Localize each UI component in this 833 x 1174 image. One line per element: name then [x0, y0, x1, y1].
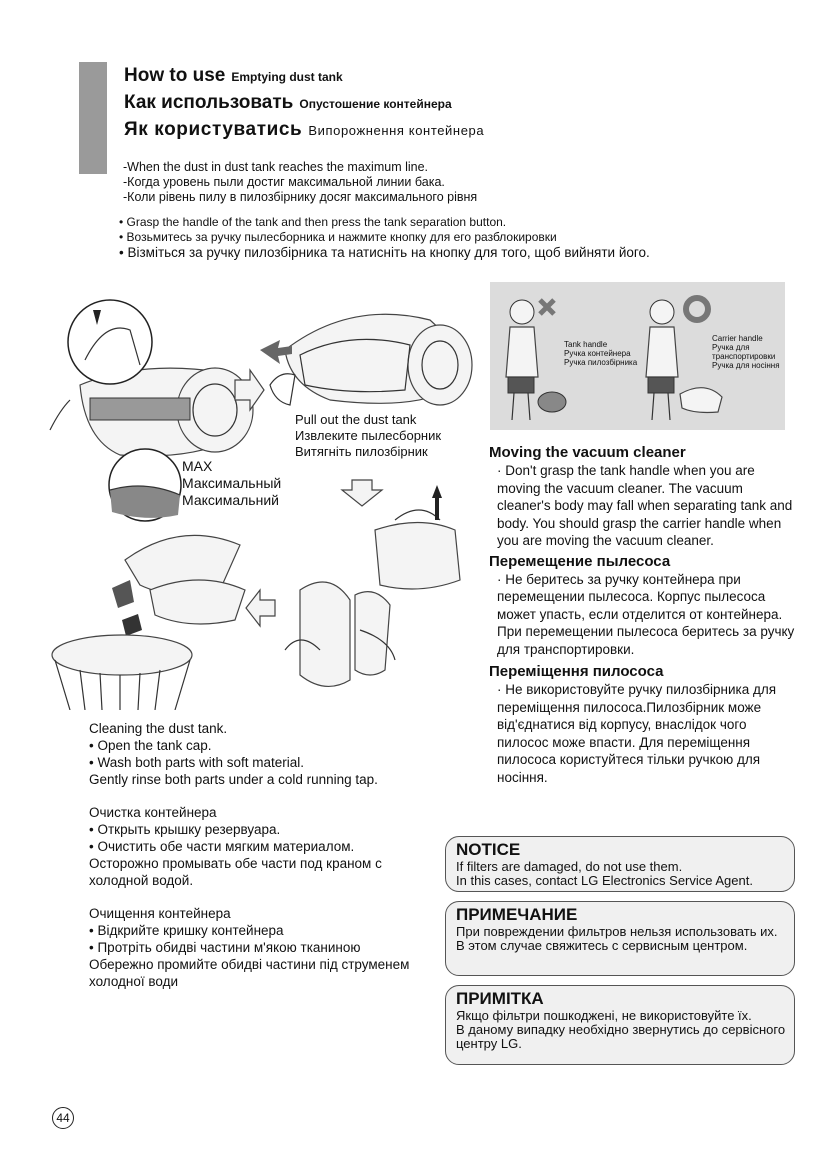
cleaning-ru: Очистка контейнера • Открыть крышку резервуара. • Очистить обе части мягким материалом. Осторожно промывать обе части под краном с холодной водой. — [89, 805, 382, 888]
cleaning-en: Cleaning the dust tank. • Open the tank cap. • Wash both parts with soft material. Gently rinse both parts under a cold running tap. — [89, 721, 378, 787]
step-ru: • Возьмитесь за ручку пылесборника и нажмите кнопку для его разблокировки — [119, 230, 557, 244]
header-side-bar — [79, 62, 107, 174]
moving-section — [489, 443, 799, 786]
page-number: 44 — [52, 1107, 74, 1129]
tank-handle-illustration — [375, 485, 460, 589]
handle-comparison-panel — [490, 282, 785, 430]
tank-handle-label: Tank handle Ручка контейнера Ручка пилозбірника — [564, 340, 638, 367]
moving-text-ru: · Не беритесь за ручку контейнера при перемещении пылесоса. Корпус пылесоса может упасть, если отделится от контейнера. При перемещении пылесоса беритесь за ручку для транспортировки. — [497, 571, 795, 657]
intro-text — [123, 160, 477, 205]
notice-box-en: NOTICE If filters are damaged, do not use them. In this cases, contact LG Electronics Service Agent. — [445, 836, 795, 892]
vacuum-body-illustration — [50, 368, 253, 456]
washing-tank-illustration — [285, 582, 395, 686]
moving-title-uk: Переміщення пилососа — [489, 663, 664, 680]
moving-text-uk: · Не використовуйте ручку пилозбірника для переміщення пилососа.Пилозбірник може від'єднатися від корпусу, внаслідок чого пилосос може впасти. Для переміщення пилососа користуйтеся тільки ручкою для носіння. — [497, 682, 777, 785]
vacuum-open-illustration — [260, 314, 472, 405]
notice-box-uk: ПРИМІТКА Якщо фільтри пошкоджені, не використовуйте їх. В даному випадку необхідно звернутись до сервісного центру LG. — [445, 985, 795, 1065]
cleaning-uk: Очищення контейнера • Відкрийте кришку контейнера • Протріть обидві частини м'якою тканиною Обережно промийте обидві частини під струменем холодної води — [89, 906, 410, 989]
notice-box-ru: ПРИМЕЧАНИЕ При повреждении фильтров нельзя использовать их. В этом случае свяжитесь с сервисным центром. — [445, 901, 795, 976]
button-zoom-circle — [68, 300, 152, 384]
intro-ru: -Когда уровень пыли достиг максимальной линии бака. — [123, 175, 445, 189]
title-ru: Как использовать Опустошение контейнера — [124, 92, 452, 113]
intro-uk: -Коли рівень пилу в пилозбірнику досяг максимального рівня — [123, 190, 478, 204]
dust-chunk-icon — [112, 580, 134, 608]
title-en: How to use Emptying dust tank — [124, 65, 343, 86]
tank-cap-open-illustration — [125, 535, 245, 624]
person-wrong-illustration — [506, 300, 566, 420]
arrow-left-icon — [246, 590, 275, 626]
person-right-illustration — [646, 300, 722, 420]
intro-en: -When the dust in dust tank reaches the maximum line. — [123, 160, 429, 174]
carrier-handle-label: Carrier handle Ручка для транспортировки Ручка для носіння — [712, 334, 780, 370]
max-label: MAX Максимальный Максимальний — [182, 458, 282, 508]
cleaning-section — [89, 720, 419, 990]
pull-out-label: Pull out the dust tank Извлеките пылесборник Витягніть пилозбірник — [295, 412, 442, 459]
circle-ok-icon — [686, 298, 708, 320]
arrow-down-icon — [342, 480, 382, 506]
title-uk: Як користуватись Випорожнення контейнера — [124, 119, 485, 140]
moving-text-en: · Don't grasp the tank handle when you are moving the vacuum cleaner. The vacuum cleaner's body may fall when separating tank and body. You should grasp the carrier handle when you are moving the vacuum cleaner. — [497, 463, 793, 548]
moving-title-en: Moving the vacuum cleaner — [489, 444, 686, 461]
step-uk: • Візміться за ручку пилозбірника та натисніть на кнопку для того, щоб вийняти його. — [119, 245, 650, 260]
cross-icon — [540, 300, 554, 314]
trash-bin-illustration — [52, 635, 192, 710]
moving-title-ru: Перемещение пылесоса — [489, 552, 671, 570]
step-en: • Grasp the handle of the tank and then press the tank separation button. — [119, 215, 507, 229]
step-text — [119, 215, 650, 260]
